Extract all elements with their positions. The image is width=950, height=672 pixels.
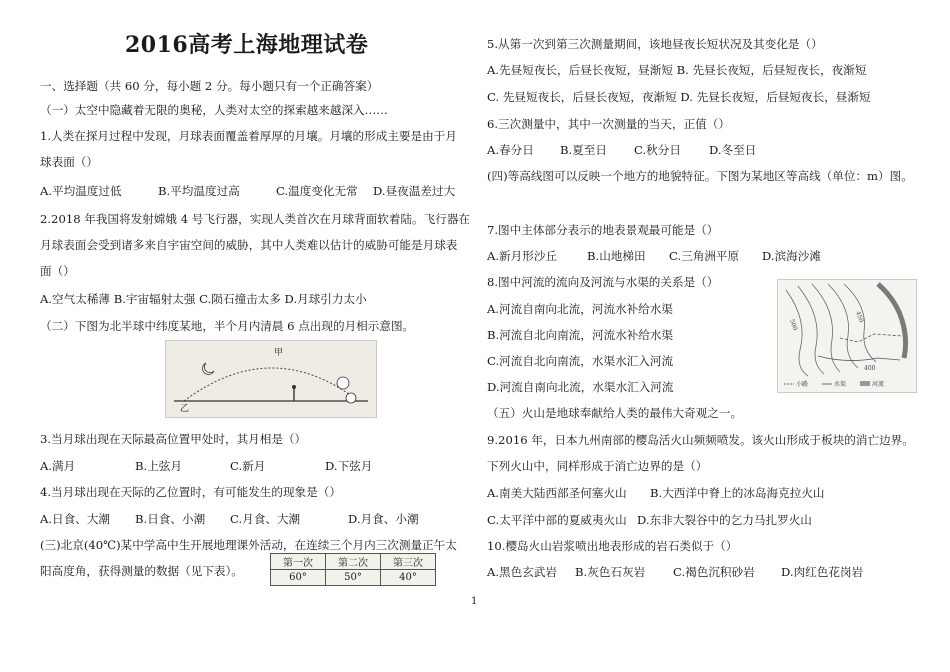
question-8: 8.图中河流的流向及河流与水渠的关系是（） bbox=[487, 275, 719, 289]
river bbox=[878, 284, 906, 358]
q10-option-c: C.褐色沉积砂岩 bbox=[673, 565, 755, 579]
q9-option-c: C.太平洋中部的夏威夷火山 bbox=[487, 513, 627, 527]
group-intro-3-line-2: 阳高度角，获得测量的数据（见下表）。 bbox=[40, 564, 243, 578]
question-7: 7.图中主体部分表示的地表景观最可能是（） bbox=[487, 223, 719, 237]
q4-option-c: C.月食、大潮 bbox=[230, 512, 301, 526]
q6-option-d: D.冬至日 bbox=[709, 143, 757, 157]
contour-line bbox=[786, 290, 808, 376]
question-2-line-2: 月球表面会受到诸多来自宇宙空间的威胁，其中人类难以估计的威胁可能是月球表 bbox=[40, 238, 458, 252]
q7-option-a: A.新月形沙丘 bbox=[487, 249, 558, 263]
legend-channel-label: 水渠 bbox=[834, 381, 847, 388]
contour-map-figure bbox=[777, 279, 917, 393]
contour-line bbox=[844, 284, 876, 362]
table-header-cell: 第一次 bbox=[271, 554, 326, 570]
moon-position-horizon-icon bbox=[346, 393, 356, 403]
group-intro-1: （一）太空中隐藏着无限的奥秘，人类对太空的探索越来越深入…… bbox=[40, 103, 388, 117]
contour-label: 400 bbox=[864, 365, 876, 372]
q4-option-b: B.日食、小潮 bbox=[135, 512, 206, 526]
question-5: 5.从第一次到第三次测量期间，该地昼夜长短状况及其变化是（） bbox=[487, 37, 823, 51]
table-header-cell: 第二次 bbox=[326, 554, 381, 570]
section-heading: 一、选择题（共 60 分，每小题 2 分。每小题只有一个正确答案） bbox=[40, 79, 379, 93]
q9-option-b: B.大西洋中脊上的冰岛海克拉火山 bbox=[650, 486, 825, 500]
question-3: 3.当月球出现在天际最高位置甲处时，其月相是（） bbox=[40, 432, 307, 446]
table-value-cell: 40° bbox=[381, 570, 436, 586]
moon-phase-diagram bbox=[166, 341, 376, 417]
q2-options: A.空气太稀薄 B.宇宙辐射太强 C.陨石撞击太多 D.月球引力太小 bbox=[40, 292, 367, 306]
q3-option-c: C.新月 bbox=[230, 459, 266, 473]
q7-option-c: C.三角洲平原 bbox=[669, 249, 740, 263]
q7-option-d: D.滨海沙滩 bbox=[762, 249, 821, 263]
q7-option-b: B.山地梯田 bbox=[587, 249, 646, 263]
q4-option-a: A.日食、大潮 bbox=[40, 512, 111, 526]
measurement-table bbox=[270, 553, 436, 586]
group-intro-3-line-1: (三)北京(40℃)某中学高中生开展地理课外活动，在连续三个月内三次测量正午太 bbox=[40, 538, 457, 552]
question-2-line-1: 2.2018 年我国将发射嫦娥 4 号飞行器，实现人类首次在月球背面软着陆。飞行器在 bbox=[40, 212, 471, 226]
q1-option-a: A.平均温度过低 bbox=[40, 184, 122, 198]
q5-options-cd: C. 先昼短夜长，后昼长夜短，夜渐短 D. 先昼长夜短，后昼短夜长，昼渐短 bbox=[487, 90, 871, 104]
legend-river-label: 河流 bbox=[872, 381, 885, 388]
q8-option-c: C.河流自北向南流，水渠水汇入河流 bbox=[487, 354, 674, 368]
page-number: 1 bbox=[471, 596, 478, 607]
label-jia: 甲 bbox=[274, 348, 284, 358]
observer-head-icon bbox=[292, 385, 296, 389]
footpath bbox=[840, 334, 902, 342]
group-intro-5: （五）火山是地球奉献给人类的最伟大奇观之一。 bbox=[487, 406, 743, 420]
legend-river-swatch bbox=[860, 381, 870, 386]
q6-option-c: C.秋分日 bbox=[634, 143, 681, 157]
q4-option-d: D.月食、小潮 bbox=[348, 512, 419, 526]
q3-option-d: D.下弦月 bbox=[325, 459, 373, 473]
contour-map bbox=[778, 280, 916, 392]
q9-option-a: A.南美大陆西部圣何塞火山 bbox=[487, 486, 627, 500]
q8-option-b: B.河流自北向南流，河流水补给水渠 bbox=[487, 328, 674, 342]
contour-label: 500 bbox=[788, 318, 799, 332]
table-value-cell: 50° bbox=[326, 570, 381, 586]
table-value-cell: 60° bbox=[271, 570, 326, 586]
q8-option-a: A.河流自南向北流，河流水补给水渠 bbox=[487, 302, 673, 316]
table-header-cell: 第三次 bbox=[381, 554, 436, 570]
question-6: 6.三次测量中，其中一次测量的当天，正值（） bbox=[487, 117, 730, 131]
q8-option-d: D.河流自南向北流，水渠水汇入河流 bbox=[487, 380, 674, 394]
q5-options-ab: A.先昼短夜长，后昼长夜短，昼渐短 B. 先昼长夜短，后昼短夜长，夜渐短 bbox=[487, 63, 867, 77]
q3-option-a: A.满月 bbox=[40, 459, 76, 473]
q6-option-a: A.春分日 bbox=[487, 143, 534, 157]
moon-position-east-icon bbox=[337, 377, 349, 389]
crescent-moon-icon bbox=[203, 363, 214, 374]
question-1-line-1: 1.人类在探月过程中发现，月球表面覆盖着厚厚的月壤。月壤的形成主要是由于月 bbox=[40, 129, 457, 143]
question-2-line-3: 面（） bbox=[40, 264, 75, 278]
moon-phase-figure bbox=[165, 340, 377, 418]
q6-option-b: B.夏至日 bbox=[560, 143, 607, 157]
contour-label: 450 bbox=[854, 310, 865, 324]
q9-option-d: D.东非大裂谷中的乞力马扎罗火山 bbox=[637, 513, 812, 527]
q10-option-a: A.黑色玄武岩 bbox=[487, 565, 558, 579]
legend-footpath-label: 小路 bbox=[796, 381, 809, 388]
contour-line bbox=[812, 284, 840, 372]
page-title: 2016高考上海地理试卷 bbox=[125, 32, 369, 58]
q1-option-d: D.昼夜温差过大 bbox=[373, 184, 456, 198]
question-9-line-2: 下列火山中，同样形成于消亡边界的是（） bbox=[487, 459, 708, 473]
q1-option-c: C.温度变化无常 bbox=[276, 184, 358, 198]
water-channel bbox=[818, 356, 900, 361]
question-1-line-2: 球表面（） bbox=[40, 155, 98, 169]
q10-option-b: B.灰色石灰岩 bbox=[575, 565, 646, 579]
label-yi: 乙 bbox=[180, 404, 190, 414]
question-10: 10.樱岛火山岩浆喷出地表形成的岩石类似于（） bbox=[487, 539, 738, 553]
question-4: 4.当月球出现在天际的乙位置时，有可能发生的现象是（） bbox=[40, 485, 341, 499]
question-9-line-1: 9.2016 年，日本九州南部的樱岛活火山频频喷发。该火山形成于板块的消亡边界。 bbox=[487, 433, 914, 447]
q1-option-b: B.平均温度过高 bbox=[158, 184, 240, 198]
group-intro-4: (四)等高线图可以反映一个地方的地貌特征。下图为某地区等高线（单位：m）图。 bbox=[487, 169, 913, 183]
q10-option-d: D.肉红色花岗岩 bbox=[781, 565, 864, 579]
q3-option-b: B.上弦月 bbox=[135, 459, 182, 473]
group-intro-2: （二）下图为北半球中纬度某地，半个月内清晨 6 点出现的月相示意图。 bbox=[40, 319, 415, 333]
